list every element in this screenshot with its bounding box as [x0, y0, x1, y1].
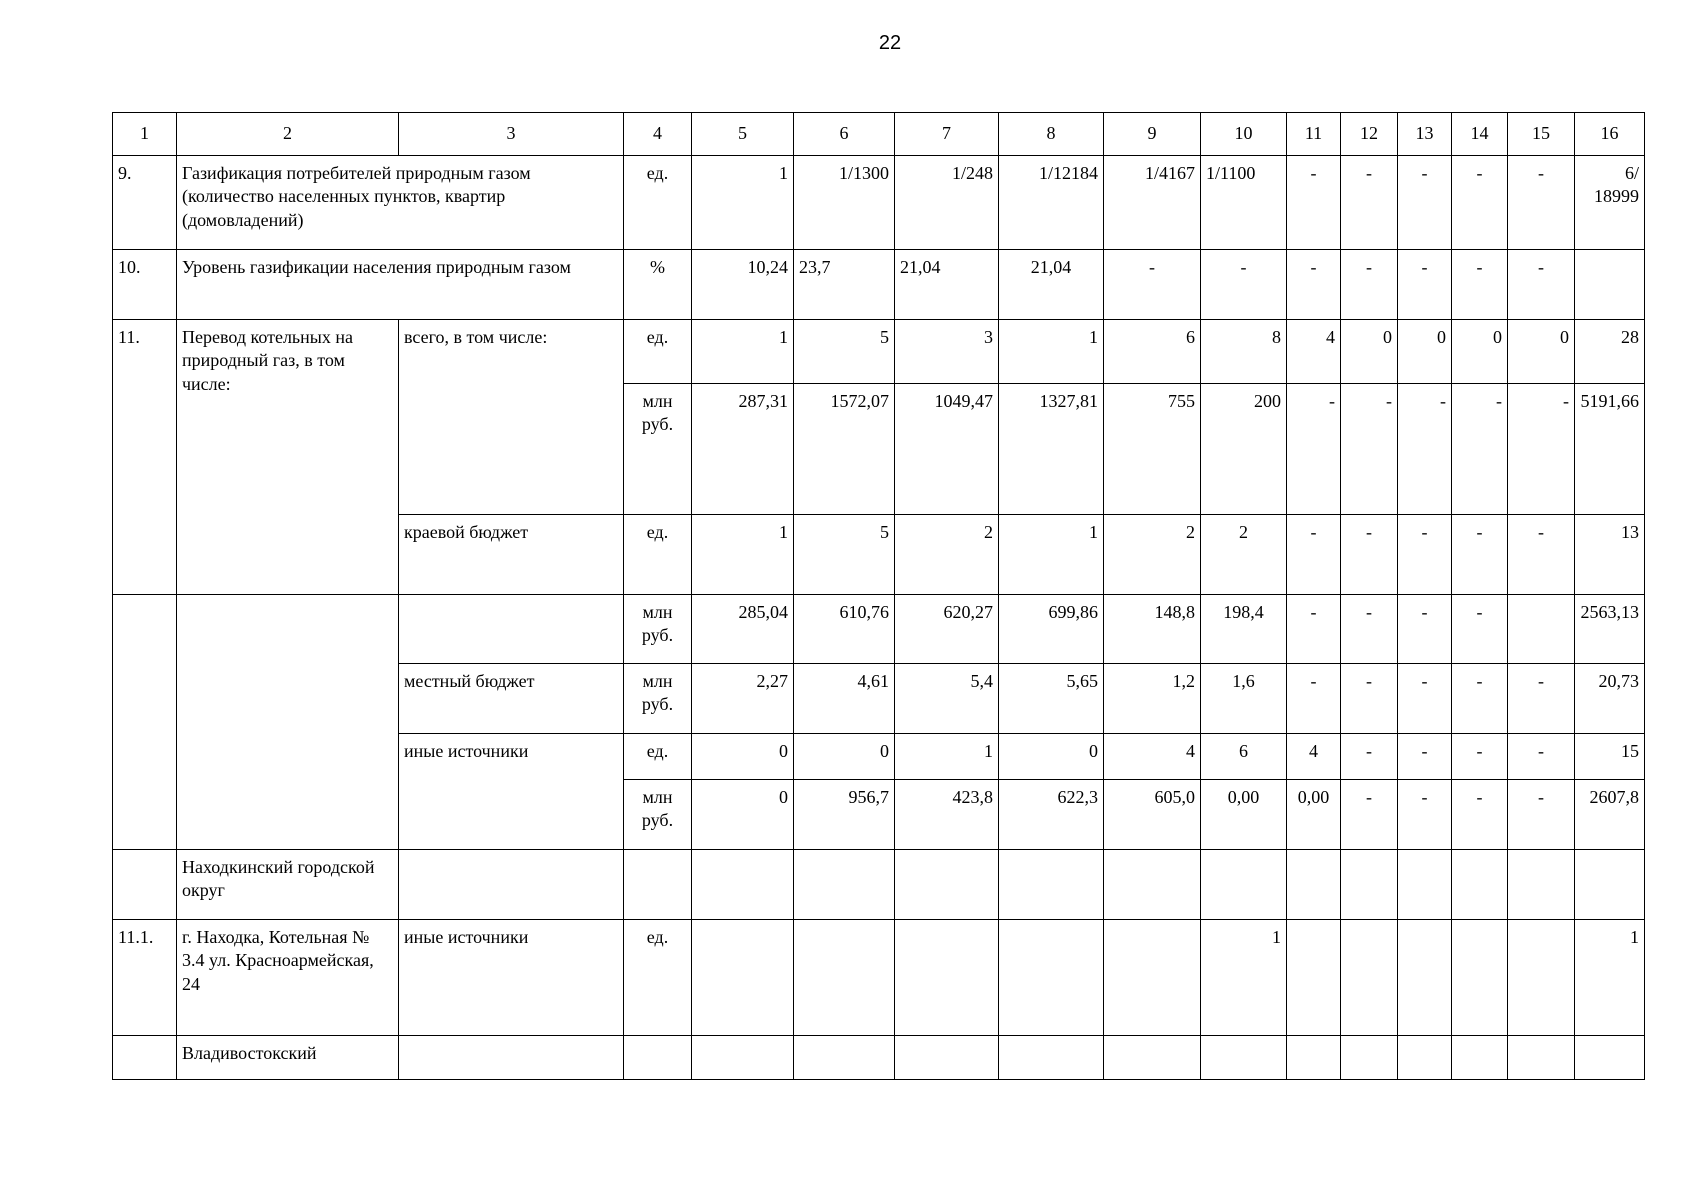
- value-cell: 6: [1201, 734, 1287, 780]
- empty-cell: [692, 1036, 794, 1080]
- header-cell: 9: [1104, 113, 1201, 156]
- value-cell: -: [1341, 734, 1398, 780]
- empty-cell: [1287, 850, 1341, 920]
- empty-cell: [1341, 1036, 1398, 1080]
- value-cell: [1508, 595, 1575, 664]
- value-cell: 620,27: [895, 595, 999, 664]
- value-cell: [1398, 920, 1452, 1036]
- value-cell: 285,04: [692, 595, 794, 664]
- empty-cell: [113, 1036, 177, 1080]
- value-cell: -: [1341, 250, 1398, 320]
- indicator-name: г. Находка, Котельная № 3.4 ул. Красноармейская, 24: [177, 920, 399, 1036]
- empty-cell: [1575, 1036, 1645, 1080]
- value-cell: 755: [1104, 384, 1201, 515]
- value-cell: 1: [692, 156, 794, 250]
- value-cell: 1: [1575, 920, 1645, 1036]
- value-cell: -: [1452, 734, 1508, 780]
- empty-cell: [895, 1036, 999, 1080]
- value-cell: 0: [1398, 320, 1452, 384]
- table-row: [113, 250, 1645, 320]
- value-cell: [794, 920, 895, 1036]
- funding-source: местный бюджет: [399, 664, 624, 734]
- row-number: 9.: [113, 156, 177, 250]
- value-cell: -: [1398, 384, 1452, 515]
- header-cell: 14: [1452, 113, 1508, 156]
- empty-cell: [895, 850, 999, 920]
- value-cell: 4: [1287, 734, 1341, 780]
- unit-cell: млн руб.: [624, 384, 692, 515]
- value-cell: 198,4: [1201, 595, 1287, 664]
- empty-cell: [692, 850, 794, 920]
- unit-cell: ед.: [624, 515, 692, 595]
- value-cell: 148,8: [1104, 595, 1201, 664]
- section-title: Находкинский городской округ: [177, 850, 399, 920]
- value-cell: 4,61: [794, 664, 895, 734]
- indicator-name: Газификация потребителей природным газом (количество населенных пунктов, квартир (домовладений): [177, 156, 624, 250]
- row-number: 10.: [113, 250, 177, 320]
- header-cell: 6: [794, 113, 895, 156]
- unit-cell: млн руб.: [624, 664, 692, 734]
- value-cell: [999, 920, 1104, 1036]
- empty-cell: [999, 1036, 1104, 1080]
- empty-cell: [624, 850, 692, 920]
- value-cell: 0: [1341, 320, 1398, 384]
- value-cell: 1/4167: [1104, 156, 1201, 250]
- value-cell: -: [1452, 595, 1508, 664]
- value-cell: [1287, 920, 1341, 1036]
- table-row: [113, 320, 1645, 384]
- value-cell: [1508, 920, 1575, 1036]
- empty-cell: [1508, 1036, 1575, 1080]
- empty-cell: [1104, 850, 1201, 920]
- funding-source: иные источники: [399, 920, 624, 1036]
- value-cell: 15: [1575, 734, 1645, 780]
- value-cell: -: [1201, 250, 1287, 320]
- value-cell: -: [1398, 515, 1452, 595]
- section-row: [113, 850, 1645, 920]
- value-cell: -: [1452, 664, 1508, 734]
- value-cell: -: [1508, 664, 1575, 734]
- unit-cell: ед.: [624, 156, 692, 250]
- empty-cell: [1398, 1036, 1452, 1080]
- value-cell: 0: [999, 734, 1104, 780]
- value-cell: 28: [1575, 320, 1645, 384]
- value-cell: [1104, 920, 1201, 1036]
- value-cell: 8: [1201, 320, 1287, 384]
- value-cell: 0,00: [1201, 780, 1287, 850]
- value-cell: 2: [895, 515, 999, 595]
- value-cell: 1: [999, 515, 1104, 595]
- value-cell: -: [1508, 734, 1575, 780]
- value-cell: -: [1398, 664, 1452, 734]
- empty-cell: [113, 850, 177, 920]
- value-cell: 6/ 18999: [1575, 156, 1645, 250]
- unit-cell: млн руб.: [624, 780, 692, 850]
- value-cell: 0: [692, 734, 794, 780]
- value-cell: 13: [1575, 515, 1645, 595]
- value-cell: 10,24: [692, 250, 794, 320]
- value-cell: -: [1452, 515, 1508, 595]
- funding-source: краевой бюджет: [399, 515, 624, 595]
- value-cell: [895, 920, 999, 1036]
- empty-cell: [1287, 1036, 1341, 1080]
- indicator-name: Перевод котельных на природный газ, в том числе:: [177, 320, 399, 595]
- value-cell: 5,65: [999, 664, 1104, 734]
- value-cell: 1/1100: [1201, 156, 1287, 250]
- empty-cell: [399, 850, 624, 920]
- value-cell: 0,00: [1287, 780, 1341, 850]
- value-cell: 0: [692, 780, 794, 850]
- value-cell: 699,86: [999, 595, 1104, 664]
- value-cell: 1/12184: [999, 156, 1104, 250]
- value-cell: 2: [1201, 515, 1287, 595]
- value-cell: 200: [1201, 384, 1287, 515]
- header-cell: 5: [692, 113, 794, 156]
- value-cell: 1/1300: [794, 156, 895, 250]
- value-cell: 0: [1508, 320, 1575, 384]
- empty-cell: [1398, 850, 1452, 920]
- unit-cell: ед.: [624, 320, 692, 384]
- value-cell: -: [1452, 250, 1508, 320]
- value-cell: 610,76: [794, 595, 895, 664]
- value-cell: -: [1508, 156, 1575, 250]
- funding-source: всего, в том числе:: [399, 320, 624, 515]
- section-title: Владивостокский: [177, 1036, 399, 1080]
- value-cell: -: [1287, 156, 1341, 250]
- header-cell: 11: [1287, 113, 1341, 156]
- value-cell: -: [1287, 515, 1341, 595]
- empty-cell: [177, 595, 399, 850]
- empty-cell: [999, 850, 1104, 920]
- empty-cell: [113, 595, 177, 850]
- value-cell: 21,04: [895, 250, 999, 320]
- header-cell: 1: [113, 113, 177, 156]
- value-cell: -: [1341, 780, 1398, 850]
- unit-cell: млн руб.: [624, 595, 692, 664]
- value-cell: 20,73: [1575, 664, 1645, 734]
- value-cell: 0: [1452, 320, 1508, 384]
- value-cell: -: [1287, 250, 1341, 320]
- header-row: [113, 113, 1645, 156]
- value-cell: 3: [895, 320, 999, 384]
- value-cell: -: [1398, 734, 1452, 780]
- value-cell: -: [1452, 384, 1508, 515]
- value-cell: 1/248: [895, 156, 999, 250]
- indicator-name: Уровень газификации населения природным газом: [177, 250, 624, 320]
- value-cell: -: [1287, 664, 1341, 734]
- value-cell: -: [1452, 780, 1508, 850]
- empty-cell: [1575, 850, 1645, 920]
- value-cell: -: [1287, 384, 1341, 515]
- header-cell: 10: [1201, 113, 1287, 156]
- value-cell: 1: [692, 320, 794, 384]
- empty-cell: [794, 1036, 895, 1080]
- value-cell: -: [1508, 250, 1575, 320]
- row-number: 11.: [113, 320, 177, 595]
- value-cell: -: [1287, 595, 1341, 664]
- value-cell: 23,7: [794, 250, 895, 320]
- unit-cell: ед.: [624, 734, 692, 780]
- row-number: 11.1.: [113, 920, 177, 1036]
- funding-source: иные источники: [399, 734, 624, 850]
- unit-cell: ед.: [624, 920, 692, 1036]
- value-cell: 5: [794, 515, 895, 595]
- value-cell: -: [1341, 384, 1398, 515]
- value-cell: 2: [1104, 515, 1201, 595]
- value-cell: -: [1341, 595, 1398, 664]
- empty-cell: [794, 850, 895, 920]
- empty-cell: [399, 595, 624, 664]
- header-cell: 15: [1508, 113, 1575, 156]
- value-cell: -: [1398, 156, 1452, 250]
- value-cell: [1452, 920, 1508, 1036]
- value-cell: [1341, 920, 1398, 1036]
- value-cell: 622,3: [999, 780, 1104, 850]
- value-cell: 1572,07: [794, 384, 895, 515]
- value-cell: -: [1508, 780, 1575, 850]
- empty-cell: [624, 1036, 692, 1080]
- empty-cell: [1452, 850, 1508, 920]
- header-cell: 16: [1575, 113, 1645, 156]
- unit-cell: %: [624, 250, 692, 320]
- value-cell: -: [1508, 384, 1575, 515]
- value-cell: 1: [999, 320, 1104, 384]
- value-cell: 5,4: [895, 664, 999, 734]
- value-cell: 423,8: [895, 780, 999, 850]
- indicators-table: [112, 112, 1645, 1080]
- value-cell: 6: [1104, 320, 1201, 384]
- header-cell: 2: [177, 113, 399, 156]
- table-row: [113, 595, 1645, 664]
- value-cell: -: [1398, 780, 1452, 850]
- value-cell: 2563,13: [1575, 595, 1645, 664]
- value-cell: 1: [1201, 920, 1287, 1036]
- value-cell: 5: [794, 320, 895, 384]
- value-cell: 287,31: [692, 384, 794, 515]
- header-cell: 3: [399, 113, 624, 156]
- header-cell: 12: [1341, 113, 1398, 156]
- value-cell: -: [1104, 250, 1201, 320]
- table-row: [113, 156, 1645, 250]
- section-row: [113, 1036, 1645, 1080]
- value-cell: 1: [692, 515, 794, 595]
- value-cell: 605,0: [1104, 780, 1201, 850]
- empty-cell: [1508, 850, 1575, 920]
- value-cell: -: [1398, 250, 1452, 320]
- value-cell: -: [1341, 156, 1398, 250]
- value-cell: 2607,8: [1575, 780, 1645, 850]
- value-cell: 4: [1104, 734, 1201, 780]
- value-cell: -: [1341, 515, 1398, 595]
- empty-cell: [1201, 850, 1287, 920]
- header-cell: 13: [1398, 113, 1452, 156]
- value-cell: 0: [794, 734, 895, 780]
- header-cell: 8: [999, 113, 1104, 156]
- empty-cell: [1201, 1036, 1287, 1080]
- empty-cell: [1452, 1036, 1508, 1080]
- value-cell: 1,6: [1201, 664, 1287, 734]
- value-cell: 5191,66: [1575, 384, 1645, 515]
- table-row: [113, 920, 1645, 1036]
- header-cell: 7: [895, 113, 999, 156]
- value-cell: -: [1341, 664, 1398, 734]
- value-cell: 2,27: [692, 664, 794, 734]
- empty-cell: [1341, 850, 1398, 920]
- header-cell: 4: [624, 113, 692, 156]
- value-cell: 956,7: [794, 780, 895, 850]
- empty-cell: [1104, 1036, 1201, 1080]
- value-cell: -: [1452, 156, 1508, 250]
- empty-cell: [399, 1036, 624, 1080]
- page-number: 22: [878, 32, 902, 54]
- value-cell: [692, 920, 794, 1036]
- value-cell: 1: [895, 734, 999, 780]
- value-cell: -: [1398, 595, 1452, 664]
- value-cell: 1327,81: [999, 384, 1104, 515]
- value-cell: [1575, 250, 1645, 320]
- value-cell: 21,04: [999, 250, 1104, 320]
- value-cell: 4: [1287, 320, 1341, 384]
- value-cell: -: [1508, 515, 1575, 595]
- value-cell: 1,2: [1104, 664, 1201, 734]
- value-cell: 1049,47: [895, 384, 999, 515]
